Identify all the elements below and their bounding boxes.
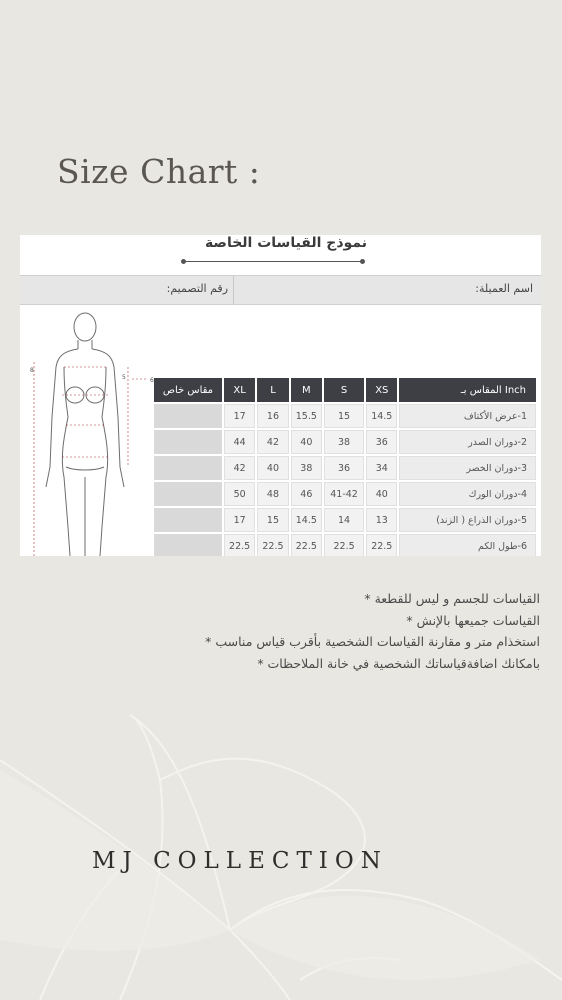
table-cell: 15 xyxy=(257,508,288,532)
table-cell: 15.5 xyxy=(291,404,322,428)
header-size-s: S xyxy=(324,378,364,402)
table-row xyxy=(154,534,536,556)
header-custom-size: مقاس خاص xyxy=(154,378,222,402)
note-line: القياسات للجسم و ليس للقطعة * xyxy=(364,591,540,606)
table-cell: 40 xyxy=(291,430,322,454)
row-label: 3-دوران الخصر xyxy=(399,456,536,480)
table-cell: 38 xyxy=(324,430,364,454)
table-cell: 15 xyxy=(324,404,364,428)
table-cell: 40 xyxy=(257,456,288,480)
table-cell: 22.5 xyxy=(257,534,288,556)
table-cell: 13 xyxy=(366,508,397,532)
table-cell: 14 xyxy=(324,508,364,532)
info-bar xyxy=(20,275,541,305)
client-name-label: اسم العميلة: xyxy=(475,282,533,295)
table-cell: 42 xyxy=(224,456,255,480)
header-size-l: L xyxy=(257,378,288,402)
table-cell: 22.5 xyxy=(366,534,397,556)
table-cell: 42 xyxy=(257,430,288,454)
table-cell: 46 xyxy=(291,482,322,506)
table-cell: 44 xyxy=(224,430,255,454)
table-row xyxy=(154,456,536,480)
table-row xyxy=(154,482,536,506)
table-cell: 41-42 xyxy=(324,482,364,506)
table-cell: 34 xyxy=(366,456,397,480)
custom-size-cell[interactable] xyxy=(154,430,222,454)
table-cell: 38 xyxy=(291,456,322,480)
body-figure-diagram xyxy=(20,307,160,556)
row-label: 1-عرض الأكتاف xyxy=(399,404,536,428)
form-title: نموذج القياسات الخاصة xyxy=(204,235,367,251)
header-size-m: M xyxy=(291,378,322,402)
figure-label-6: 6 xyxy=(150,377,154,384)
custom-size-cell[interactable] xyxy=(154,456,222,480)
table-cell: 48 xyxy=(257,482,288,506)
brand-name: MJ COLLECTION xyxy=(92,848,388,874)
table-cell: 36 xyxy=(366,430,397,454)
table-cell: 22.5 xyxy=(224,534,255,556)
row-label: 4-دوران الورك xyxy=(399,482,536,506)
custom-size-cell[interactable] xyxy=(154,482,222,506)
figure-label-8: 8 xyxy=(30,367,34,374)
note-line: استخذام متر و مقارنة القياسات الشخصية بأقرب قياس مناسب * xyxy=(205,634,540,649)
size-table-header xyxy=(154,378,536,402)
table-cell: 40 xyxy=(366,482,397,506)
title-underline xyxy=(183,261,363,262)
header-size-xs: XS xyxy=(366,378,397,402)
measurement-form xyxy=(20,235,541,556)
table-cell: 14.5 xyxy=(366,404,397,428)
header-measure: المقاس بـ Inch xyxy=(399,378,536,402)
figure-label-5: 5 xyxy=(122,374,126,381)
table-cell: 16 xyxy=(257,404,288,428)
header-size-xl: XL xyxy=(224,378,255,402)
table-cell: 22.5 xyxy=(291,534,322,556)
row-label: 2-دوران الصدر xyxy=(399,430,536,454)
size-chart-heading: Size Chart : xyxy=(57,152,261,191)
table-row xyxy=(154,508,536,532)
table-row xyxy=(154,404,536,428)
note-line: القياسات جميعها بالإنش * xyxy=(406,612,540,628)
row-label: 6-طول الكم xyxy=(399,534,536,556)
info-divider xyxy=(233,276,234,304)
table-cell: 22.5 xyxy=(324,534,364,556)
note-line: بامكانك اضافةقياساتك الشخصية في خانة الملاحظات * xyxy=(257,655,540,671)
design-number-label: رقم التصميم: xyxy=(166,282,228,295)
size-table xyxy=(152,376,538,556)
table-cell: 50 xyxy=(224,482,255,506)
custom-size-cell[interactable] xyxy=(154,534,222,556)
sizing-notes xyxy=(20,588,540,674)
table-cell: 17 xyxy=(224,508,255,532)
table-cell: 14.5 xyxy=(291,508,322,532)
table-cell: 17 xyxy=(224,404,255,428)
row-label: 5-دوران الذراع ( الزند) xyxy=(399,508,536,532)
table-cell: 36 xyxy=(324,456,364,480)
table-row xyxy=(154,430,536,454)
custom-size-cell[interactable] xyxy=(154,508,222,532)
custom-size-cell[interactable] xyxy=(154,404,222,428)
